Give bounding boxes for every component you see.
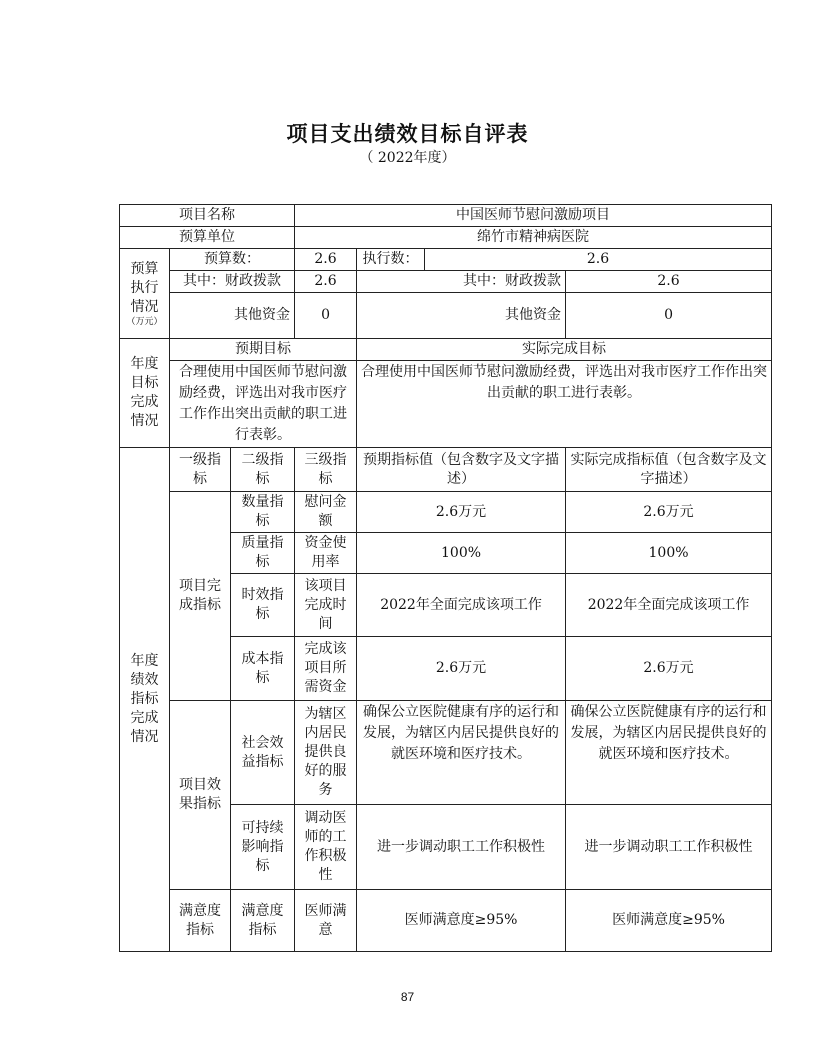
executed-label: 执行数： bbox=[357, 249, 425, 271]
budget-unit-value: 绵竹市精神病医院 bbox=[295, 227, 772, 249]
row-other-funds bbox=[120, 293, 772, 339]
indicator-level3: 为辖区内居民提供良好的服务 bbox=[295, 701, 357, 805]
row-project-name bbox=[120, 205, 772, 227]
budget-amount-label: 预算数： bbox=[170, 249, 295, 271]
header-expected-value: 预期指标值（包含数字及文字描述） bbox=[357, 448, 566, 492]
goal-section-label: 年度目标完成情况 bbox=[120, 339, 170, 448]
indicator-level2: 可持续影响指标 bbox=[231, 805, 295, 890]
indicator-level3: 慰问金额 bbox=[295, 492, 357, 533]
other-label-left: 其他资金 bbox=[170, 293, 295, 339]
fiscal-value-right: 2.6 bbox=[566, 271, 772, 293]
page-number: 87 bbox=[400, 990, 415, 1004]
row-budget-unit bbox=[120, 227, 772, 249]
indicator-row bbox=[120, 890, 772, 952]
indicator-level3: 医师满意 bbox=[295, 890, 357, 952]
budget-amount-value: 2.6 bbox=[295, 249, 357, 271]
year-subtitle: （ 2022年度） bbox=[359, 150, 456, 166]
indicator-actual: 确保公立医院健康有序的运行和发展，为辖区内居民提供良好的就医环境和医疗技术。 bbox=[566, 701, 772, 805]
indicator-expected: 2022年全面完成该项工作 bbox=[357, 574, 566, 637]
row-budget-amount bbox=[120, 249, 772, 271]
other-label-right: 其他资金 bbox=[357, 293, 566, 339]
header-level1: 一级指标 bbox=[170, 448, 231, 492]
indicator-level2: 质量指标 bbox=[231, 533, 295, 574]
page-title: 项目支出绩效目标自评表 bbox=[286, 122, 529, 146]
indicator-level2: 满意度指标 bbox=[231, 890, 295, 952]
indicator-level3: 完成该项目所需资金 bbox=[295, 637, 357, 701]
performance-table bbox=[119, 204, 772, 952]
budget-unit-note: （万元） bbox=[126, 316, 163, 327]
indicator-expected: 2.6万元 bbox=[357, 637, 566, 701]
indicator-level2: 成本指标 bbox=[231, 637, 295, 701]
group-completion-label: 项目完成指标 bbox=[170, 492, 231, 701]
actual-goal-header: 实际完成目标 bbox=[357, 339, 772, 361]
row-fiscal bbox=[120, 271, 772, 293]
indicator-level3: 资金使用率 bbox=[295, 533, 357, 574]
budget-unit-label: 预算单位 bbox=[120, 227, 295, 249]
other-value-right: 0 bbox=[566, 293, 772, 339]
indicator-row bbox=[120, 492, 772, 533]
header-level2: 二级指标 bbox=[231, 448, 295, 492]
fiscal-label-left: 其中：财政拨款 bbox=[170, 271, 295, 293]
indicator-level2: 数量指标 bbox=[231, 492, 295, 533]
project-name-label: 项目名称 bbox=[120, 205, 295, 227]
expected-goal-header: 预期目标 bbox=[170, 339, 357, 361]
indicator-expected: 医师满意度≥95% bbox=[357, 890, 566, 952]
indicator-row bbox=[120, 701, 772, 805]
actual-goal-text: 合理使用中国医师节慰问激励经费，评选出对我市医疗工作作出突出贡献的职工进行表彰。 bbox=[357, 361, 772, 448]
indicator-actual: 医师满意度≥95% bbox=[566, 890, 772, 952]
row-goal-headers bbox=[120, 339, 772, 361]
indicator-level2: 社会效益指标 bbox=[231, 701, 295, 805]
indicator-expected: 100% bbox=[357, 533, 566, 574]
executed-value: 2.6 bbox=[425, 249, 772, 271]
budget-section-label bbox=[120, 249, 170, 339]
fiscal-label-right: 其中：财政拨款 bbox=[357, 271, 566, 293]
group-satisfaction-label: 满意度指标 bbox=[170, 890, 231, 952]
indicator-expected: 确保公立医院健康有序的运行和发展，为辖区内居民提供良好的就医环境和医疗技术。 bbox=[357, 701, 566, 805]
header-level3: 三级指标 bbox=[295, 448, 357, 492]
group-effect-label: 项目效果指标 bbox=[170, 701, 231, 890]
row-goal-text bbox=[120, 361, 772, 448]
budget-section-text: 预算执行情况 bbox=[130, 260, 159, 315]
indicator-actual: 100% bbox=[566, 533, 772, 574]
other-value-left: 0 bbox=[295, 293, 357, 339]
project-name-value: 中国医师节慰问激励项目 bbox=[295, 205, 772, 227]
row-indicator-headers bbox=[120, 448, 772, 492]
indicator-actual: 进一步调动职工工作积极性 bbox=[566, 805, 772, 890]
indicators-section-label: 年度绩效指标完成情况 bbox=[120, 448, 170, 952]
expected-goal-text: 合理使用中国医师节慰问激励经费，评选出对我市医疗工作作出突出贡献的职工进行表彰。 bbox=[170, 361, 357, 448]
indicator-actual: 2022年全面完成该项工作 bbox=[566, 574, 772, 637]
indicator-expected: 2.6万元 bbox=[357, 492, 566, 533]
header-actual-value: 实际完成指标值（包含数字及文字描述） bbox=[566, 448, 772, 492]
indicator-level3: 调动医师的工作积极性 bbox=[295, 805, 357, 890]
indicator-actual: 2.6万元 bbox=[566, 637, 772, 701]
indicator-level3: 该项目完成时间 bbox=[295, 574, 357, 637]
indicator-level2: 时效指标 bbox=[231, 574, 295, 637]
indicator-expected: 进一步调动职工工作积极性 bbox=[357, 805, 566, 890]
fiscal-value-left: 2.6 bbox=[295, 271, 357, 293]
indicator-actual: 2.6万元 bbox=[566, 492, 772, 533]
